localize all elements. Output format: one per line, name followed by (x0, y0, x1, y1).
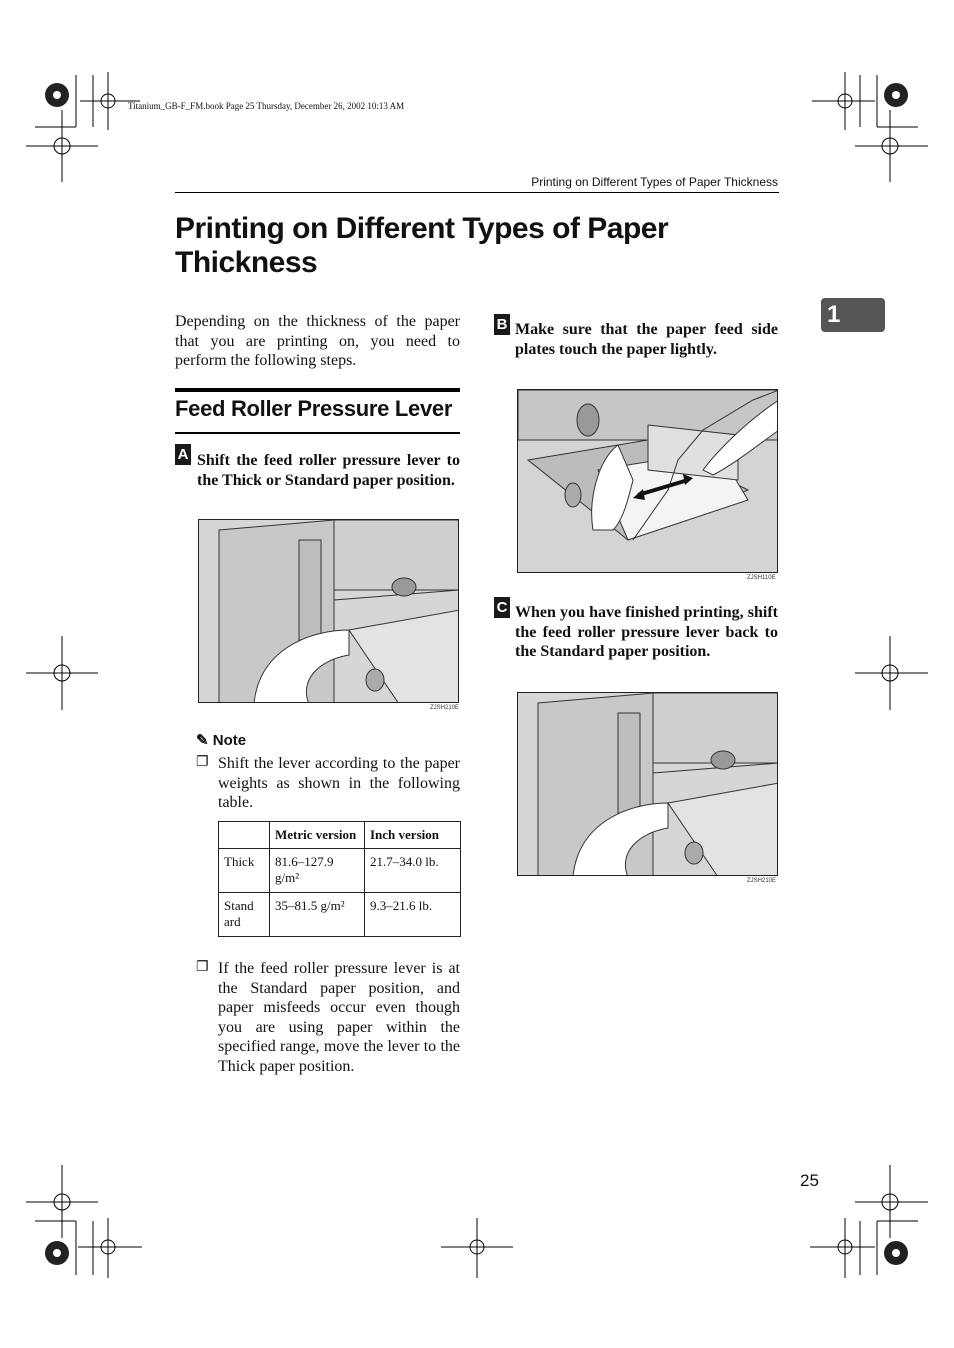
step-2-text: Make sure that the paper feed side plates touch the paper lightly. (515, 321, 778, 358)
page-title-line-2: Thickness (175, 246, 318, 279)
note-heading (196, 731, 246, 749)
note-item-1-text: Shift the lever according to the paper weights as shown in the following table. (218, 755, 460, 811)
figure-feed-roller-lever (198, 519, 459, 703)
table-cell: Thick (219, 849, 270, 893)
figure-side-plates (517, 389, 778, 573)
lever-illustration (199, 520, 459, 703)
checkbox-bullet-icon: ❐ (196, 755, 209, 770)
section-rule-bottom (175, 432, 460, 434)
step-3-number: C (494, 597, 510, 618)
table-header-cell (219, 822, 270, 849)
lever-return-illustration (518, 693, 778, 876)
table-header-row (219, 822, 461, 849)
figure-1-code: ZJSH210E (430, 705, 460, 711)
section-title: Feed Roller Pressure Lever (175, 396, 453, 421)
step-1-number: A (175, 444, 191, 465)
weight-table (218, 821, 461, 937)
step-1-text: Shift the feed roller pressure lever to the Thick or Standard paper position. (197, 452, 460, 489)
table-cell: 35–81.5 g/m² (270, 893, 365, 937)
page-title (175, 212, 775, 280)
section-rule-top (175, 388, 460, 392)
note-label: Note (212, 732, 247, 749)
table-cell: 81.6–127.9 g/m² (270, 849, 365, 893)
intro-paragraph: Depending on the thickness of the paper that you are printing on, you need to perform the following steps. (175, 313, 460, 369)
table-row (219, 893, 461, 937)
pencil-icon: ✎ (196, 732, 209, 749)
book-file-header: Titanium_GB-F_FM.book Page 25 Thursday, December 26, 2002 10:13 AM (128, 101, 405, 111)
table-cell: 9.3–21.6 lb. (365, 893, 461, 937)
checkbox-bullet-icon: ❐ (196, 960, 209, 975)
figure-2-code: ZJSH110E (747, 575, 776, 581)
page-number: 25 (800, 1171, 819, 1190)
page-title-line-1: Printing on Different Types of Paper (175, 212, 669, 245)
note-item-2-text: If the feed roller pressure lever is at the Standard paper position, and paper misfeeds occur even though you are using paper within the specified range, move the lever to the Thick paper position. (218, 960, 460, 1075)
table-row (219, 849, 461, 893)
table-header-cell: Metric version (270, 822, 365, 849)
table-cell: Stand ard (219, 893, 270, 937)
figure-feed-roller-lever-return (517, 692, 778, 876)
chapter-tab: 1 (821, 298, 885, 332)
side-plates-illustration (518, 390, 778, 573)
header-divider (175, 192, 779, 193)
running-header: Printing on Different Types of Paper Thickness (531, 175, 778, 189)
figure-3-code: ZJSH210E (747, 878, 777, 884)
step-3-text: When you have finished printing, shift the feed roller pressure lever back to the Standard paper position. (515, 604, 778, 660)
table-cell: 21.7–34.0 lb. (365, 849, 461, 893)
step-2-number: B (494, 314, 510, 335)
table-header-cell: Inch version (365, 822, 461, 849)
